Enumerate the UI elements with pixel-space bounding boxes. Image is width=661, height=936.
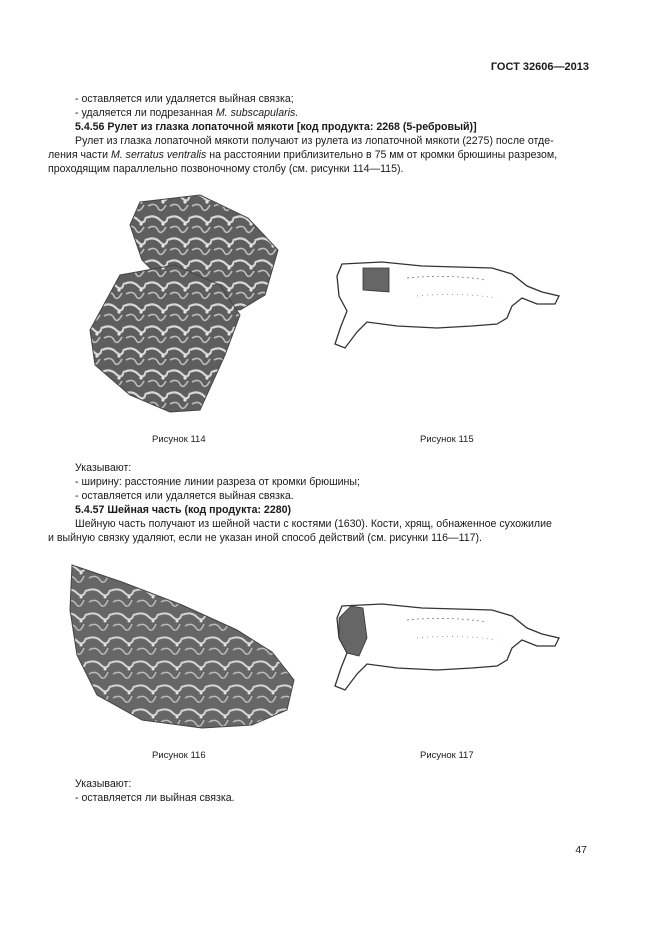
indicate-label: Указывают:: [75, 462, 132, 474]
page-number: 47: [575, 844, 587, 856]
paragraph-line: Шейную часть получают из шейной части с костями (1630). Кости, хрящ, обнаженное сухожилие: [75, 518, 552, 530]
figure-117-image: [327, 598, 572, 698]
figure-caption: Рисунок 116: [152, 750, 206, 761]
section-heading: 5.4.56 Рулет из глазка лопаточной мякоти [код продукта: 2268 (5-ребровый)]: [75, 121, 477, 133]
list-item: - удаляется ли подрезанная M. subscapularis.: [75, 107, 299, 119]
document-code: ГОСТ 32606—2013: [490, 61, 589, 73]
list-item: - оставляется ли выйная связка.: [75, 792, 235, 804]
list-item: - ширину: расстояние линии разреза от кромки брюшины;: [75, 476, 360, 488]
figure-115-image: [327, 256, 572, 356]
list-item: - оставляется или удаляется выйная связка;: [75, 93, 294, 105]
indicate-label: Указывают:: [75, 778, 132, 790]
paragraph-line: ления части M. serratus ventralis на расстоянии приблизительно в 75 мм от кромки брюшины разрезом,: [48, 149, 558, 161]
section-heading: 5.4.57 Шейная часть (код продукта: 2280): [75, 504, 292, 516]
figure-caption: Рисунок 117: [420, 750, 474, 761]
list-item: - оставляется или удаляется выйная связка.: [75, 490, 294, 502]
paragraph-line: и выйную связку удаляют, если не указан иной способ действий (см. рисунки 116—117).: [48, 532, 482, 544]
figure-caption: Рисунок 114: [152, 434, 206, 445]
figure-114-image: [80, 190, 290, 415]
figure-116-image: [62, 560, 302, 730]
paragraph-line: Рулет из глазка лопаточной мякоти получают из рулета из лопаточной мякоти (2275) после отде-: [75, 135, 554, 147]
figure-caption: Рисунок 115: [420, 434, 474, 445]
paragraph-line: проходящим параллельно позвоночному столбу (см. рисунки 114—115).: [48, 163, 404, 175]
